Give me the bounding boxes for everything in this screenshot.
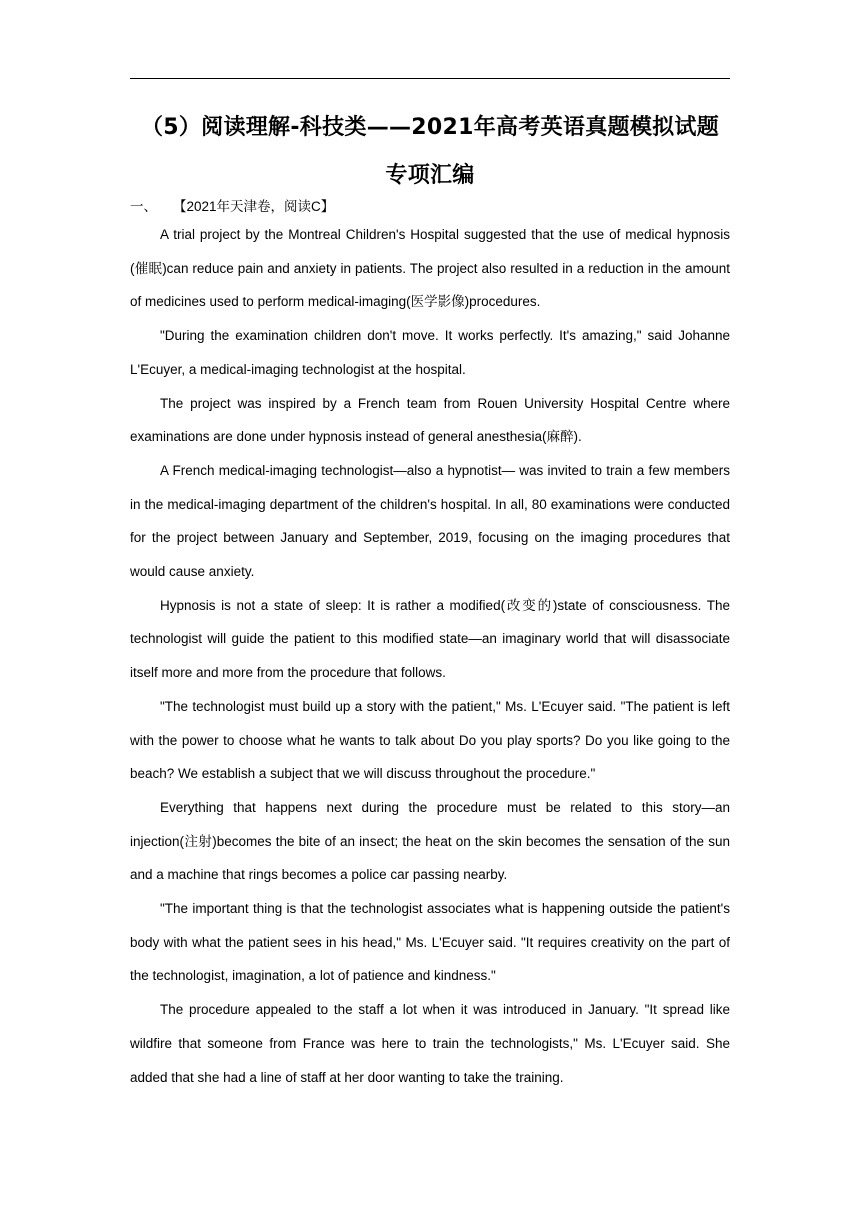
paragraph-8: "The important thing is that the technologist associates what is happening outside the patient's body with what the patient sees in his head," Ms. L'Ecuyer said. "It requires creativity on the part of the technologist, imagination, a lot of patience and kindness." [130, 901, 730, 984]
section-source: 【2021年天津卷，阅读C】 [173, 199, 335, 214]
document-title: （5）阅读理解-科技类——2021年高考英语真题模拟试题专项汇编 [140, 115, 720, 188]
paragraph-2: "During the examination children don't move. It works perfectly. It's amazing," said Johanne L'Ecuyer, a medical-imaging technologist at the hospital. [130, 328, 730, 377]
section-number: 一、 [130, 199, 157, 214]
paragraph-4: A French medical-imaging technologist—also a hypnotist— was invited to train a few members in the medical-imaging department of the children's hospital. In all, 80 examinations were conducted for the project between January and September, 2019, focusing on the imaging procedures that would cause anxiety. [130, 462, 730, 580]
paragraph-7: Everything that happens next during the procedure must be related to this story—an injection(注射)becomes the bite of an insect; the heat on the skin becomes the sensation of the sun and a machine that rings becomes a police car passing nearby. [130, 799, 730, 883]
paragraph-6: "The technologist must build up a story with the patient," Ms. L'Ecuyer said. "The patient is left with the power to choose what he wants to talk about Do you play sports? Do you like going to the beach? We establish a subject that we will discuss throughout the procedure." [130, 698, 730, 782]
header-rule [130, 78, 730, 79]
paragraph-9: The procedure appealed to the staff a lot when it was introduced in January. "It spread like wildfire that someone from France was here to train the technologists," Ms. L'Ecuyer said. She added that she had a line of staff at her door wanting to take the training. [130, 1002, 730, 1085]
paragraph-3: The project was inspired by a French team from Rouen University Hospital Centre where examinations are done under hypnosis instead of general anesthesia(麻醉). [130, 395, 730, 445]
paragraph-1: A trial project by the Montreal Children's Hospital suggested that the use of medical hypnosis (催眠)can reduce pain and anxiety in patients. The project also resulted in a reduction in the amount of medicines used to perform medical-imaging(医学影像)procedures. [130, 227, 730, 310]
section-heading [130, 196, 730, 218]
paragraph-5: Hypnosis is not a state of sleep: It is rather a modified(改变的)state of consciousness. The technologist will guide the patient to this modified state—an imaginary world that will disassociate itself more and more from the procedure that follows. [130, 597, 730, 681]
passage-body [130, 218, 730, 1094]
